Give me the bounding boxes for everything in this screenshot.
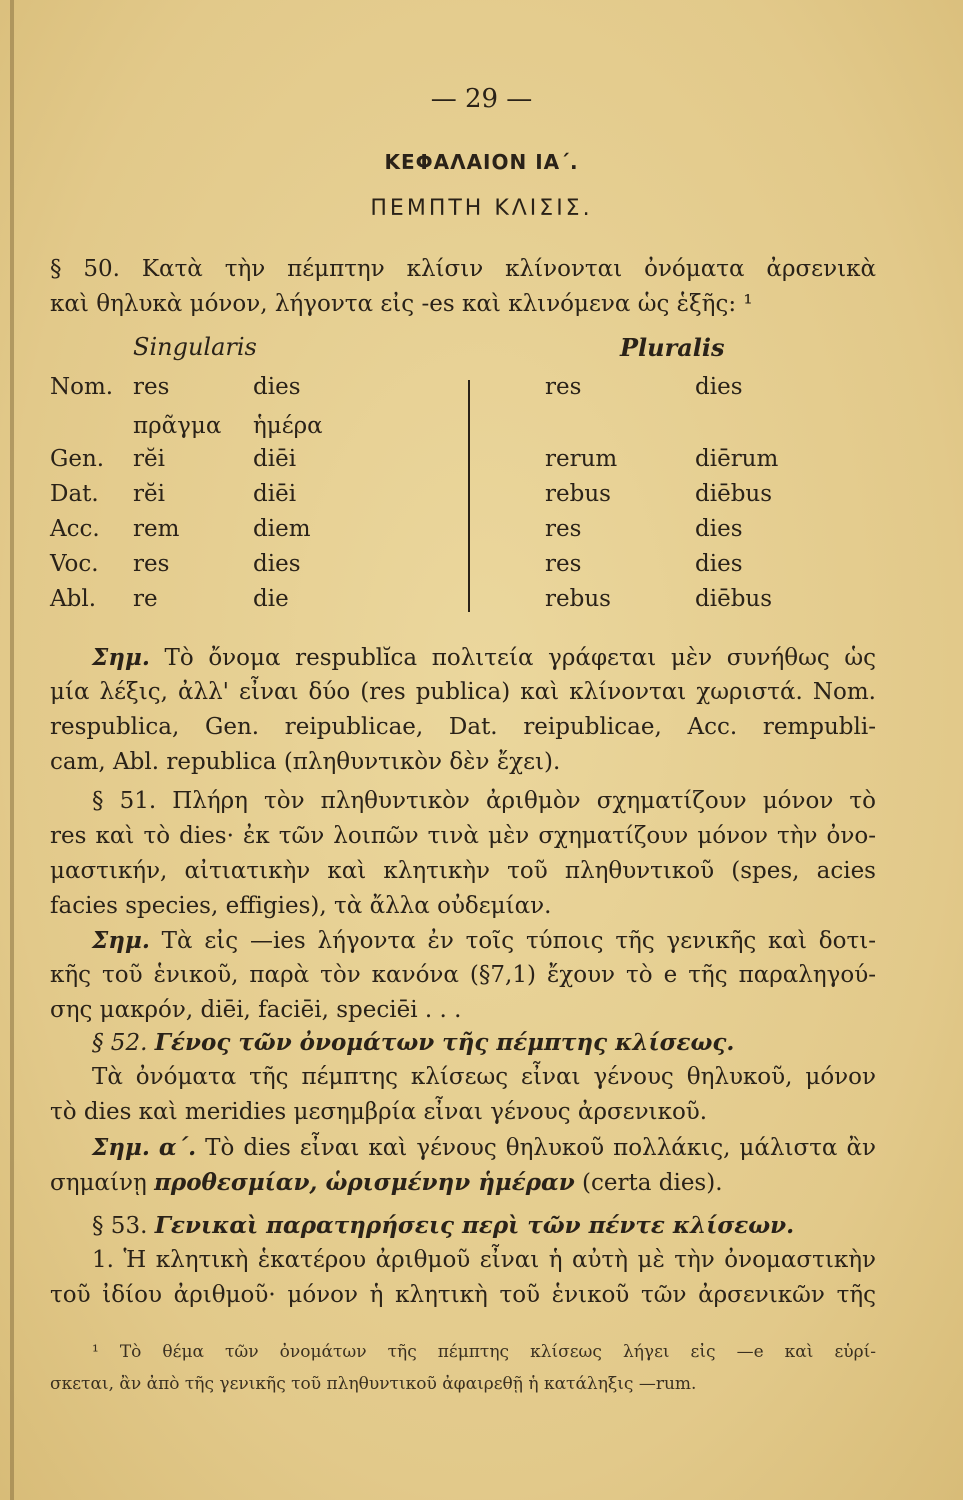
table-cell: rebus <box>545 586 611 612</box>
table-cell: re <box>133 586 158 612</box>
table-cell: diēi <box>253 481 297 507</box>
table-cell: dies <box>695 374 743 400</box>
table-cell: rĕi <box>133 446 165 472</box>
table-cell: dies <box>695 551 743 577</box>
section-title: Γένος τῶν ὀνομάτων τῆς πέμπτης κλίσεως. <box>154 1029 735 1056</box>
note-text: σημαίνῃ <box>50 1170 147 1196</box>
case-label: Voc. <box>50 551 99 577</box>
table-cell: res <box>133 551 170 577</box>
note1-line-3: respublica, Gen. reipublicae, Dat. reipublicae, Acc. rempubli- <box>50 714 876 740</box>
note-label: Σημ. <box>92 927 150 954</box>
note-text: Τὰ εἰς —ies λήγοντα ἐν τοῖς τύποις τῆς γενικῆς καὶ δοτι- <box>161 928 876 954</box>
table-cell: res <box>133 374 170 400</box>
s51-line-1: § 51. Πλήρη τὸν πληθυντικὸν ἀριθμὸν σχηματίζουν μόνον τὸ <box>92 788 876 814</box>
s53-line-1: 1. Ἡ κλητικὴ ἑκατέρου ἀριθμοῦ εἶναι ἡ αὐτὴ μὲ τὴν ὀνομαστικὴν <box>92 1247 876 1273</box>
s51-line-3: μαστικήν, αἰτιατικὴν καὶ κλητικὴν τοῦ πληθυντικοῦ (spes, acies <box>50 858 876 884</box>
case-label: Dat. <box>50 481 99 507</box>
note-text: Τὸ dies εἶναι καὶ γένους θηλυκοῦ πολλάκις, μάλιστα ἂν <box>205 1135 877 1161</box>
note-label: Σημ. <box>92 644 150 671</box>
table-cell: ἡμέρα <box>253 413 323 439</box>
note1-line-4: cam, Abl. republica (πληθυντικὸν δὲν ἔχει). <box>50 749 561 775</box>
s52-line-1: Τὰ ὀνόματα τῆς πέμπτης κλίσεως εἶναι γένους θηλυκοῦ, μόνον <box>92 1064 876 1090</box>
table-cell: res <box>545 516 582 542</box>
s52-heading <box>92 1025 876 1061</box>
s52-line-2: τὸ dies καὶ meridies μεσημβρία εἶναι γένους ἀρσενικοῦ. <box>50 1099 708 1125</box>
case-label: Abl. <box>50 586 96 612</box>
note-emphasis: προθεσμίαν, ὡρισμένην ἡμέραν <box>154 1169 575 1196</box>
table-cell: rerum <box>545 446 618 472</box>
note2-line-1 <box>92 923 876 959</box>
s50-line-2: καὶ θηλυκὰ μόνον, λήγοντα εἰς -es καὶ κλινόμενα ὡς ἑξῆς: ¹ <box>50 291 753 317</box>
note1-line-1 <box>92 640 876 676</box>
page-edge <box>10 0 14 1500</box>
s50-line-1: § 50. Κατὰ τὴν πέμπτην κλίσιν κλίνονται ὀνόματα ἀρσενικὰ <box>50 256 876 282</box>
note3-line-1 <box>92 1130 876 1166</box>
chapter-heading: ΚΕΦΑΛΑΙΟΝ ΙΑ΄. <box>384 150 579 174</box>
note2-line-3: σης μακρόν, diēi, faciēi, speciēi . . . <box>50 997 462 1023</box>
table-cell: res <box>545 374 582 400</box>
note2-line-2: κῆς τοῦ ἑνικοῦ, παρὰ τὸν κανόνα (§7,1) ἔχουν τὸ e τῆς παραληγού- <box>50 962 876 988</box>
footnote-line-1: ¹ Τὸ θέμα τῶν ὀνομάτων τῆς πέμπτης κλίσεως λήγει εἰς —e καὶ εὑρί- <box>92 1342 876 1362</box>
section-number: § 53. <box>92 1213 148 1239</box>
table-cell: diem <box>253 516 311 542</box>
note-prefix: α΄. <box>158 1134 197 1161</box>
footnote-line-2: σκεται, ἂν ἀπὸ τῆς γενικῆς τοῦ πληθυντικοῦ ἀφαιρεθῇ ἡ κατάληξις —rum. <box>50 1374 697 1394</box>
section-number: § 52. <box>92 1030 148 1056</box>
s51-line-2: res καὶ τὸ dies· ἐκ τῶν λοιπῶν τινὰ μὲν σχηματίζουν μόνον τὴν ὀνο- <box>50 823 876 849</box>
table-cell: rem <box>133 516 180 542</box>
case-label: Gen. <box>50 446 105 472</box>
table-cell: diērum <box>695 446 779 472</box>
table-cell: dies <box>253 374 301 400</box>
case-label: Nom. <box>50 374 114 400</box>
table-cell: dies <box>253 551 301 577</box>
singular-header: Singularis <box>133 333 257 361</box>
table-cell: diēbus <box>695 481 773 507</box>
s51-line-4: facies species, effigies), τὰ ἄλλα οὐδεμίαν. <box>50 893 552 919</box>
note3-line-2 <box>50 1165 876 1201</box>
note1-line-2: μία λέξις, ἀλλ' εἶναι δύο (res publica) καὶ κλίνονται χωριστά. Nom. <box>50 679 876 705</box>
table-cell: res <box>545 551 582 577</box>
table-divider <box>468 380 470 612</box>
table-cell: diēbus <box>695 586 773 612</box>
table-cell: diēi <box>253 446 297 472</box>
table-cell: rebus <box>545 481 611 507</box>
s53-heading <box>92 1208 876 1244</box>
page-number: — 29 — <box>430 84 533 114</box>
case-label: Acc. <box>50 516 100 542</box>
plural-header: Pluralis <box>620 333 725 362</box>
section-title: Γενικαὶ παρατηρήσεις περὶ τῶν πέντε κλίσεων. <box>154 1212 795 1239</box>
note-label: Σημ. <box>92 1134 150 1161</box>
table-cell: die <box>253 586 289 612</box>
note-text: (certa dies). <box>582 1170 723 1196</box>
table-cell: πρᾶγμα <box>133 413 222 439</box>
table-cell: rĕi <box>133 481 165 507</box>
s53-line-2: τοῦ ἰδίου ἀριθμοῦ· μόνον ἡ κλητικὴ τοῦ ἑνικοῦ τῶν ἀρσενικῶν τῆς <box>50 1282 876 1308</box>
table-cell: dies <box>695 516 743 542</box>
note-text: Τὸ ὄνομα respublĭca πολιτεία γράφεται μὲν συνήθως ὡς <box>164 645 877 671</box>
declension-title: ΠΕΜΠΤΗ ΚΛΙΣΙΣ. <box>370 196 593 221</box>
